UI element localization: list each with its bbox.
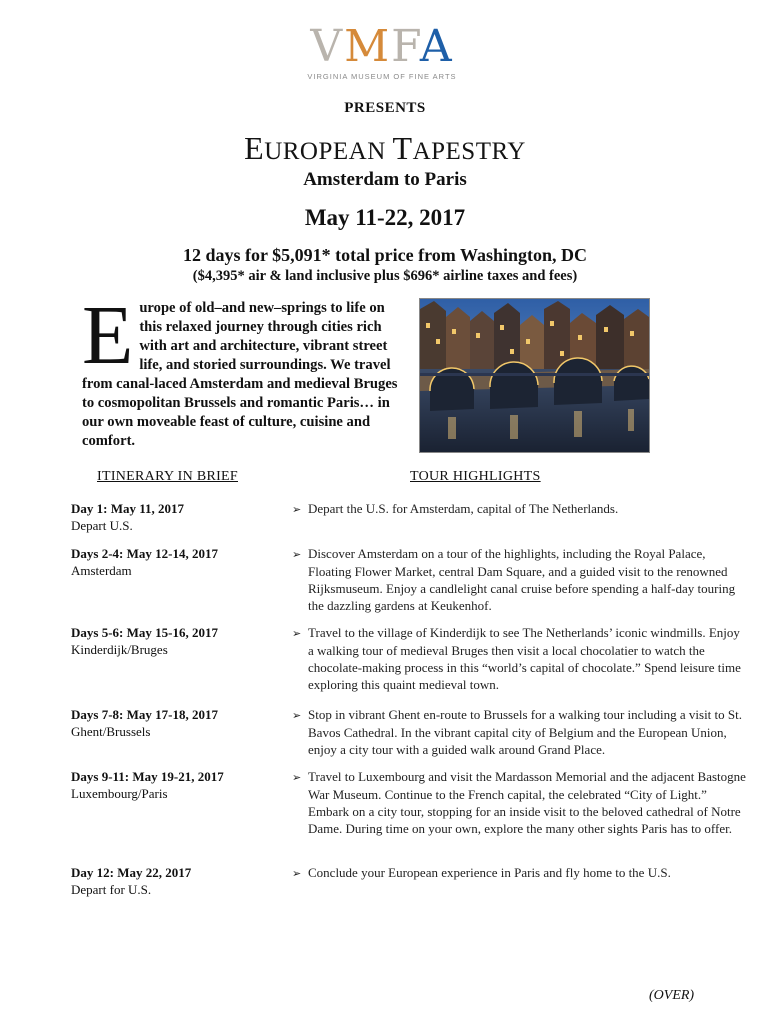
- tour-highlight: ➢ Travel to Luxembourg and visit the Mardasson Memorial and the adjacent Bastogne War Museum. Continue to the French capital, the celebrated “City of Light.” Embark on a city tour, stopping for an inside visit to the beloved cathedral of Notre Dame. During time on your own, explore the many other sights Paris has to offer.: [292, 769, 746, 836]
- day-heading: Days 7-8: May 17-18, 2017: [71, 707, 218, 722]
- tour-highlight: ➢ Discover Amsterdam on a tour of the highlights, including the Royal Palace, Floating Flower Market, central Dam Square, and a guided visit to the renowned Rijksmuseum. Enjoy a candlelight canal cruise before spending a half-day touring the dazzling gardens at Keukenhof.: [292, 546, 736, 613]
- day-place: Kinderdijk/Bruges: [71, 642, 168, 657]
- over-note: (OVER): [649, 988, 695, 1003]
- canal-bridge-photo: [419, 298, 650, 453]
- price-detail: ($4,395* air & land inclusive plus $696* airline taxes and fees): [192, 268, 578, 284]
- day-place: Depart for U.S.: [71, 882, 152, 897]
- itinerary-day: [71, 864, 281, 898]
- arrow-bullet-icon: ➢: [292, 709, 302, 722]
- arrow-bullet-icon: ➢: [292, 548, 302, 561]
- tour-highlight: ➢ Stop in vibrant Ghent en-route to Brussels for a walking tour including a visit to St. Bavos Cathedral. In the vibrant capital city of Belgium and the European Union, enjoy a city tour with a guided walk around Grand Place.: [292, 707, 743, 757]
- itinerary-day: [71, 500, 281, 534]
- arrow-bullet-icon: ➢: [292, 503, 302, 516]
- day-heading: Days 9-11: May 19-21, 2017: [71, 769, 224, 784]
- itinerary-day: [71, 768, 281, 802]
- itinerary-day: [71, 545, 281, 579]
- itinerary-day: [71, 706, 281, 740]
- day-heading: Days 5-6: May 15-16, 2017: [71, 625, 218, 640]
- day-place: Ghent/Brussels: [71, 724, 151, 739]
- day-heading: Day 12: May 22, 2017: [71, 865, 192, 880]
- drop-cap: E: [82, 289, 134, 382]
- price-line: 12 days for $5,091* total price from Washington, DC: [182, 245, 587, 265]
- arrow-bullet-icon: ➢: [292, 627, 302, 640]
- day-heading: Days 2-4: May 12-14, 2017: [71, 546, 218, 561]
- arrow-bullet-icon: ➢: [292, 771, 302, 784]
- tour-dates: May 11-22, 2017: [304, 205, 466, 230]
- page-subtitle: Amsterdam to Paris: [303, 169, 467, 190]
- intro-text: urope of old–and new–springs to life on this relaxed journey through cities rich with art and architecture, vibrant street life, and storied surroundings. We travel from canal-laced Amsterdam and medieval Bruges to cosmopolitan Brussels and romantic Paris… in our own moveable feast of culture, cuisine and comfort.: [82, 300, 398, 449]
- page-title: EUROPEAN TAPESTRY: [244, 130, 526, 166]
- highlights-heading: TOUR HIGHLIGHTS: [410, 469, 541, 484]
- itinerary-day: [71, 624, 281, 658]
- logo-subtitle: VIRGINIA MUSEUM OF FINE ARTS: [307, 72, 457, 81]
- itinerary-heading: ITINERARY IN BRIEF: [97, 469, 238, 484]
- vmfa-logo: [296, 21, 468, 86]
- arrow-bullet-icon: ➢: [292, 867, 302, 880]
- logo-letters: VMFA: [310, 21, 454, 72]
- intro-paragraph: [82, 289, 402, 451]
- day-place: Luxembourg/Paris: [71, 786, 168, 801]
- presents-label: PRESENTS: [344, 100, 426, 116]
- day-heading: Day 1: May 11, 2017: [71, 501, 185, 516]
- day-place: Depart U.S.: [71, 518, 133, 533]
- tour-highlight: ➢ Travel to the village of Kinderdijk to see The Netherlands’ iconic windmills. Enjoy a walking tour of medieval Bruges then visit a local chocolatier to watch the chocolate-making process in this “world’s capital of chocolate.” Spend leisure time exploring this quaint medieval town.: [292, 625, 741, 692]
- tour-highlight: ➢ Conclude your European experience in Paris and fly home to the U.S.: [292, 865, 671, 880]
- tour-highlight: ➢ Depart the U.S. for Amsterdam, capital of The Netherlands.: [292, 501, 619, 516]
- day-place: Amsterdam: [71, 563, 132, 578]
